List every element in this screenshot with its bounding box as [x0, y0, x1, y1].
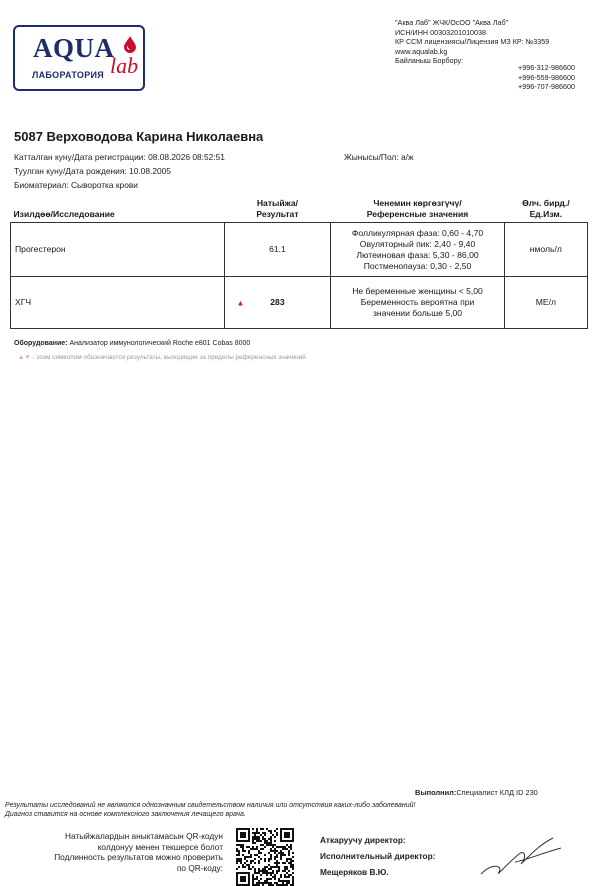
company-line: Байланыш Борбору:	[395, 56, 464, 66]
footnote	[18, 354, 308, 361]
table-row	[11, 223, 588, 277]
footnote-text: - этим символом обозначаются результаты, выходящие за пределы референсных значений.	[32, 354, 308, 361]
performer-label: Выполнил:	[415, 788, 457, 797]
patient-name: 5087 Верховодова Карина Николаевна	[14, 129, 264, 144]
logo-brand-suffix: lab	[110, 53, 139, 78]
qr-code-icon[interactable]	[236, 828, 294, 886]
signature-icon	[475, 832, 565, 880]
phone-number: +996-559-986600	[518, 72, 575, 82]
disclaimer: Результаты исследований не являются однозначным свидетельством наличия или отсутствия каких-либо заболеваний! Диагноз ставится на основе комплексного заключения лечащего врача.	[5, 802, 416, 818]
phone-number: +996-312-986600	[518, 63, 575, 72]
header-reference: Ченемин көргөзгүчү/ Референсные значения	[331, 196, 504, 223]
company-phones	[518, 63, 575, 92]
table-row	[11, 277, 588, 329]
director-name: Мещеряков В.Ю.	[320, 867, 389, 877]
biomaterial	[14, 180, 138, 190]
equipment-label: Оборудование:	[14, 340, 68, 347]
header-result: Натыйжа/ Результат	[224, 196, 331, 223]
test-name: ХГЧ	[11, 277, 225, 329]
registration-value: 08.08.2026 08:52:51	[148, 152, 225, 162]
header-unit: Өлч. бирд./ Ед.Изм.	[504, 196, 587, 223]
header-test: Изилдөө/Исследование	[11, 196, 225, 223]
director-title-ru: Исполнительный директор:	[320, 851, 436, 861]
biomaterial-value: Сыворотка крови	[71, 180, 138, 190]
registration-date	[14, 152, 225, 162]
flag-up-icon: ▲	[236, 298, 245, 307]
equipment-value: Анализатор иммунологический Roche e801 Cobas 8000	[69, 340, 251, 347]
lab-logo	[13, 25, 145, 91]
test-name: Прогестерон	[11, 223, 225, 277]
company-line: www.aqualab.kg	[395, 46, 448, 56]
unit: МЕ/л	[504, 277, 587, 329]
director-title-ky: Аткаруучу директор:	[320, 835, 406, 845]
reference-values: Не беременные женщины < 5,00 Беременность вероятна при значении больше 5,00	[331, 277, 504, 329]
result-value: ▲ 283	[224, 277, 331, 329]
result-value: 61.1	[224, 223, 331, 277]
performer-value: Специалист КЛД ID 230	[456, 788, 538, 797]
company-line: КР ССМ лицензиясы/Лицензия МЗ КР: №3359	[395, 37, 550, 47]
equipment	[14, 340, 250, 347]
flag-legend-icon: ▲▼	[18, 354, 31, 361]
directors	[320, 832, 435, 880]
logo-brand: AQUA	[33, 33, 115, 63]
sex-label: Жынысы/Пол:	[344, 152, 399, 162]
company-info	[395, 18, 549, 66]
company-line: "Аква Лаб" ЖЧК/ОсОО "Аква Лаб"	[395, 18, 509, 27]
registration-label: Катталган куну/Дата регистрации:	[14, 152, 146, 162]
patient-sex	[344, 152, 414, 162]
qr-caption: Натыйжалардын аныктамасын QR-кодун колдонуу менен текшерсе болот Подлинность результатов можно проверить по QR-коду:	[54, 831, 223, 873]
logo-subtitle: ЛАБОРАТОРИЯ	[32, 70, 105, 80]
results-table	[10, 196, 588, 329]
birth-value: 10.08.2005	[129, 166, 171, 176]
birth-label: Туулган куну/Дата рождения:	[14, 166, 127, 176]
company-line: ИСН/ИНН 00303201010038	[395, 27, 487, 37]
table-header-row	[11, 196, 588, 223]
performer	[415, 788, 538, 797]
birth-date	[14, 166, 171, 176]
drop-icon	[123, 35, 137, 53]
unit: нмоль/л	[504, 223, 587, 277]
phone-number: +996-707-986600	[518, 82, 575, 92]
biomaterial-label: Биоматериал:	[14, 180, 69, 190]
sex-value: а/ж	[400, 152, 414, 162]
reference-values: Фолликулярная фаза: 0,60 - 4,70 Овуляторный пик: 2,40 - 9,40 Лютеиновая фаза: 5,30 - 86,00 Постменопауза: 0,30 - 2,50	[331, 223, 504, 277]
